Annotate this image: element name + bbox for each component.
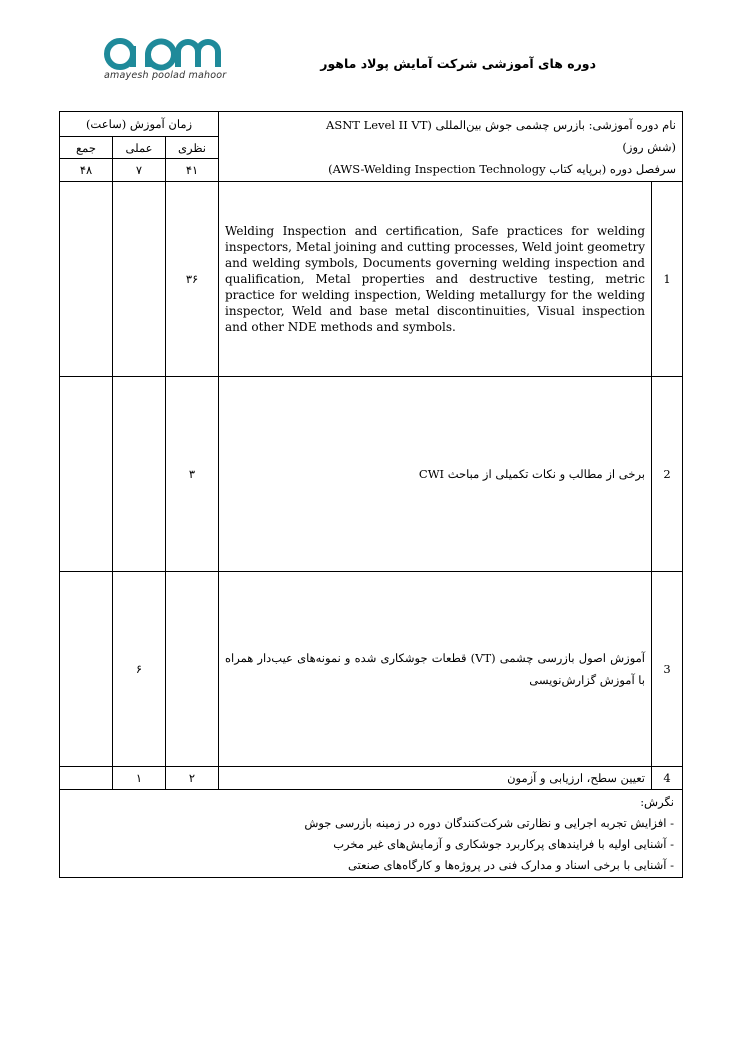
row-2-content-text: برخی از مطالب و نکات تکمیلی از مباحث CWI (418, 467, 645, 481)
row-1-total (59, 181, 112, 376)
course-duration: (شش روز) (622, 140, 676, 154)
row-2-total (59, 376, 112, 571)
row-2-content (218, 376, 651, 571)
row-2-number: 2 (651, 376, 683, 571)
logo-tagline: amayesh poolad mahoor (104, 70, 227, 81)
course-name: نام دوره آموزشی: بازرس چشمی جوش بین‌المللی (ASNT Level II VT (326, 118, 676, 132)
row-4-theory: ۲ (165, 766, 218, 789)
grand-total: ۴۸ (59, 158, 112, 181)
row-1-practical (112, 181, 165, 376)
practical-label: عملی (112, 136, 165, 158)
row-4-number: 4 (651, 766, 683, 789)
row-3-theory (165, 571, 218, 766)
total-label: جمع (59, 136, 112, 158)
row-4-content (218, 766, 651, 789)
row-3-number: 3 (651, 571, 683, 766)
document-title: دوره های آموزشی شرکت آمایش پولاد ماهور (320, 56, 596, 71)
row-1-theory: ۳۶ (165, 181, 218, 376)
row-3-total (59, 571, 112, 766)
theory-total: ۴۱ (165, 158, 218, 181)
row-3-content (218, 571, 651, 766)
row-1-number: 1 (651, 181, 683, 376)
row-4-content-text: تعیین سطح، ارزیابی و آزمون (507, 771, 645, 785)
practical-total: ۷ (112, 158, 165, 181)
row-4-practical: ۱ (112, 766, 165, 789)
notes-section (59, 789, 683, 878)
row-2-theory: ۳ (165, 376, 218, 571)
course-syllabus: سرفصل دوره (برپایه کتاب AWS-Welding Inspection Technology) (328, 162, 676, 176)
row-1-content (218, 181, 651, 376)
row-1-content-text: Welding Inspection and certification, Safe practices for welding inspectors, Metal joining and cutting processes, Weld joint geometry and welding symbols, Documents governing welding inspection and qualification, Metal properties and destructive testing, metric practice for welding inspection, Welding metallurgy for the welding inspector, Weld and base metal discontinuities, Visual inspection and other NDE methods and symbols. (225, 224, 645, 334)
course-info-cell (218, 111, 683, 181)
theory-label: نظری (165, 136, 218, 158)
note-item: - آشنایی اولیه با فرایندهای پرکاربرد جوشکاری و آزمایش‌های غیر مخرب (333, 837, 674, 851)
row-3-practical: ۶ (112, 571, 165, 766)
row-3-content-text: آموزش اصول بازرسی چشمی (VT) قطعات جوشکاری شده و نمونه‌های عیب‌دار همراه با آموزش گزارش‌نویسی (225, 651, 646, 687)
time-header-title: زمان آموزش (ساعت) (59, 111, 218, 136)
note-item: - افزایش تجربه اجرایی و نظارتی شرکت‌کنندگان دوره در زمینه بازرسی جوش (304, 816, 674, 830)
note-item: - آشنایی با برخی اسناد و مدارک فنی در پروژه‌ها و کارگاه‌های صنعتی (348, 858, 674, 872)
notes-title: نگرش: (640, 795, 674, 809)
row-2-practical (112, 376, 165, 571)
row-4-total (59, 766, 112, 789)
